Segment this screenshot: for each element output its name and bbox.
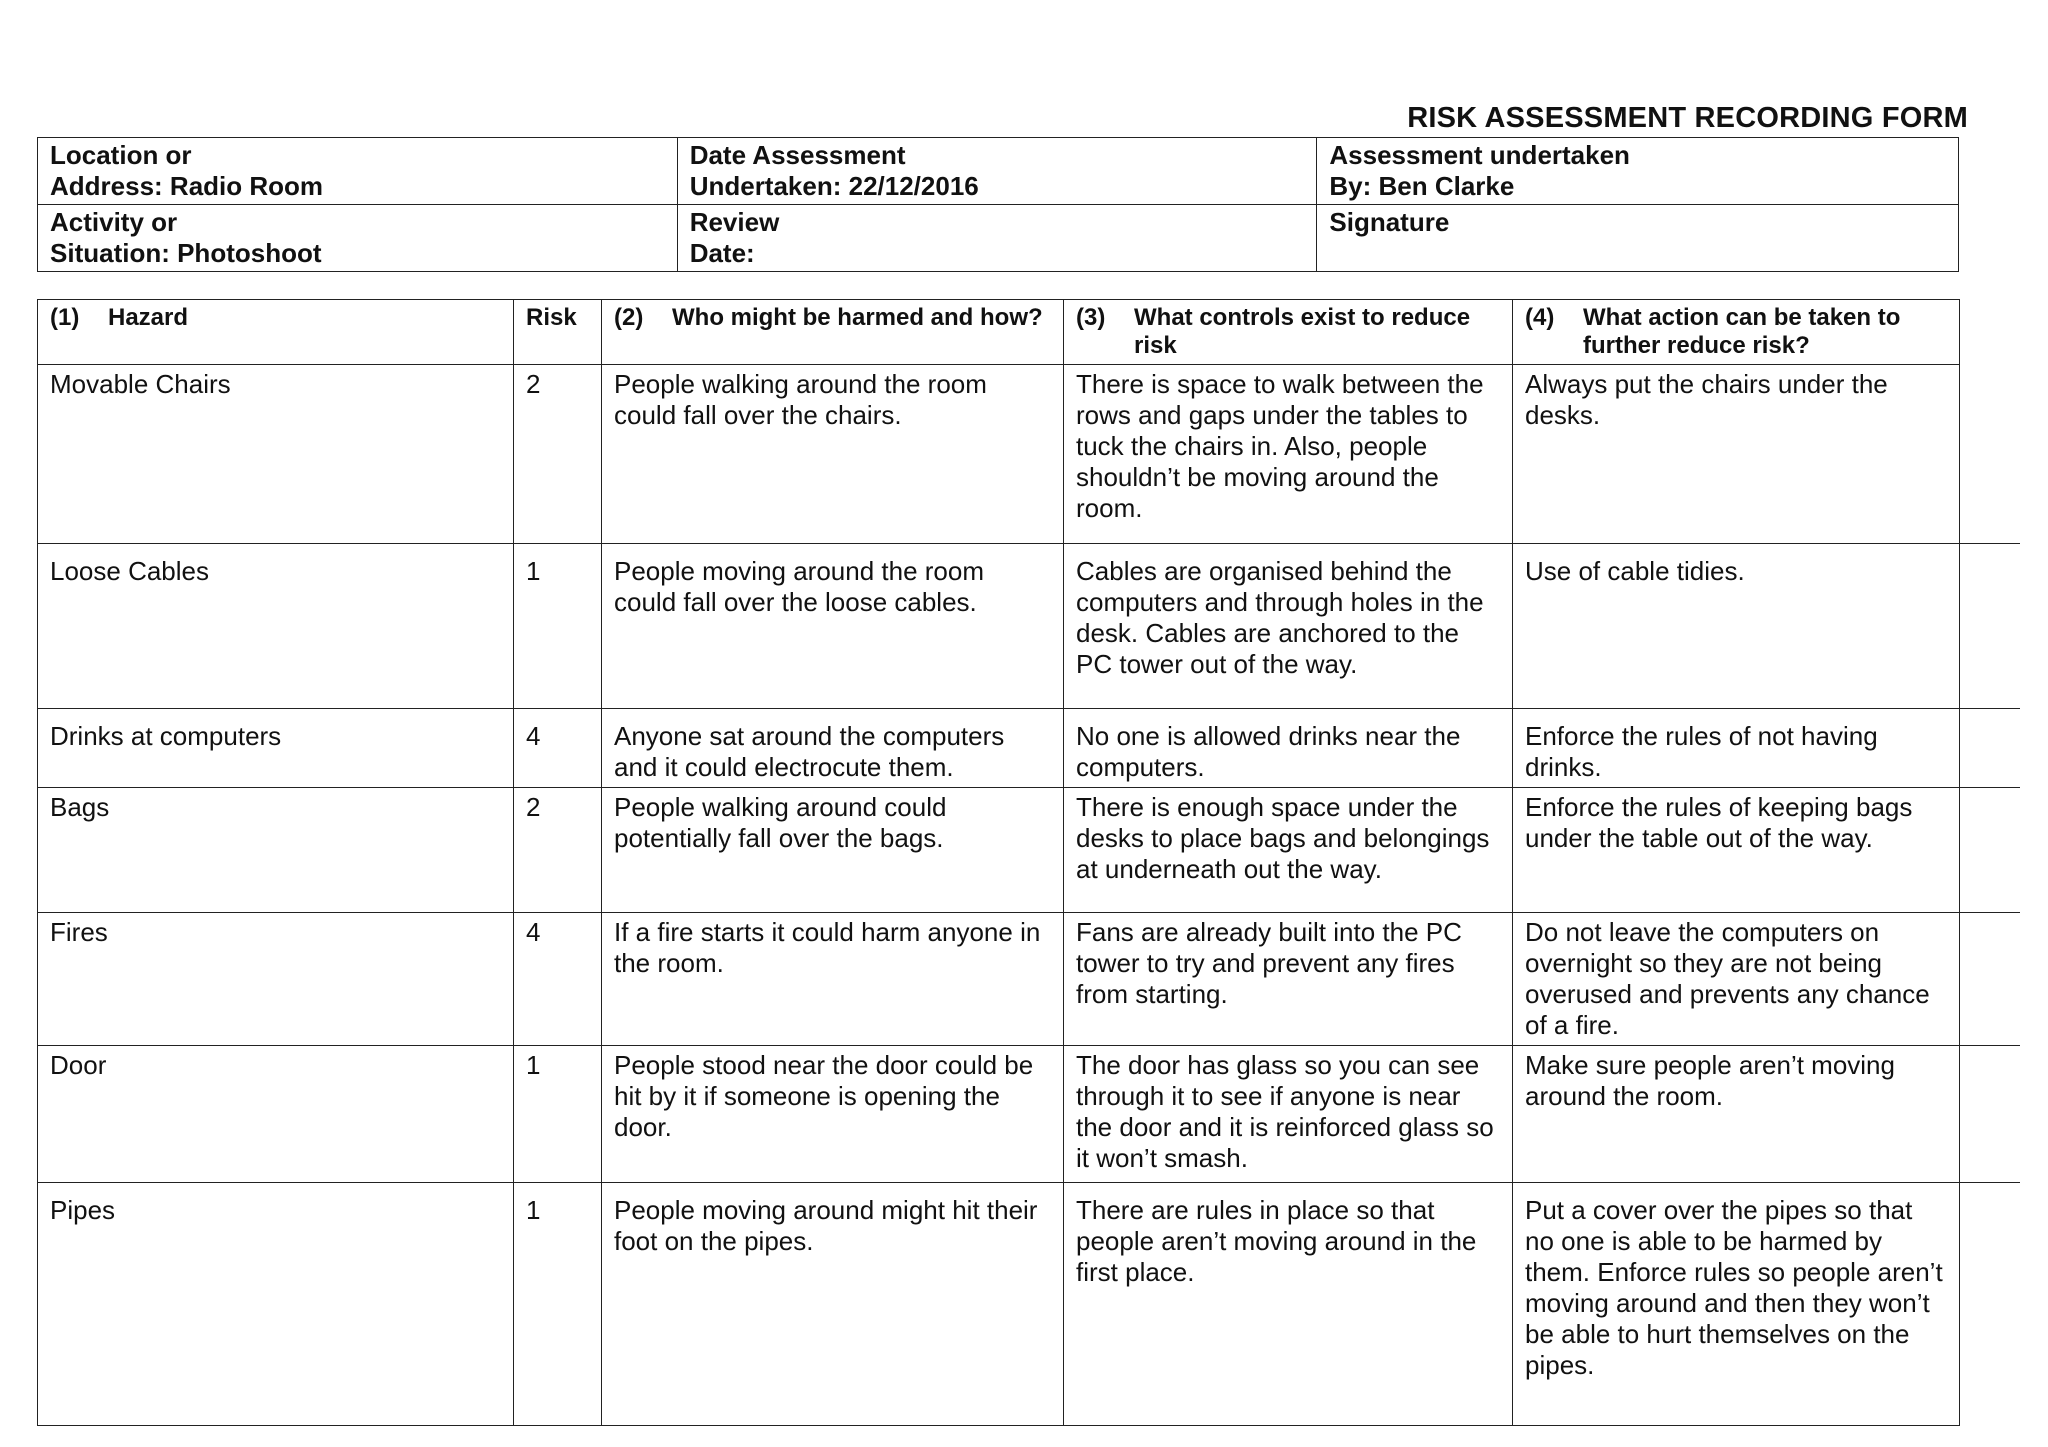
who-cell: People walking around could potentially fall over the bags.	[602, 788, 1064, 913]
controls-cell: No one is allowed drinks near the computers.	[1064, 709, 1513, 788]
action-cell: Always put the chairs under the desks.	[1513, 365, 1960, 544]
row-separator-line	[92, 787, 2020, 788]
table-row	[38, 1183, 1960, 1426]
table-row	[38, 365, 1960, 544]
table-row	[38, 709, 1960, 788]
form-title: RISK ASSESSMENT RECORDING FORM	[1407, 102, 1968, 134]
hazard-header-number: (1)	[50, 304, 80, 331]
date-cell	[677, 138, 1317, 205]
risk-cell: 1	[514, 1183, 602, 1426]
hazard-header-text: Hazard	[108, 304, 189, 331]
action-cell: Do not leave the computers on overnight so they are not being overused and prevents any chance of a fire.	[1513, 913, 1960, 1046]
assessor-value: By: Ben Clarke	[1329, 171, 1515, 201]
info-row	[38, 138, 1959, 205]
controls-cell: Fans are already built into the PC tower to try and prevent any fires from starting.	[1064, 913, 1513, 1046]
risk-cell: 4	[514, 913, 602, 1046]
hazard-cell: Fires	[38, 913, 514, 1046]
risk-header: Risk	[514, 300, 602, 365]
who-cell: Anyone sat around the computers and it could electrocute them.	[602, 709, 1064, 788]
action-cell: Enforce the rules of not having drinks.	[1513, 709, 1960, 788]
controls-cell: There are rules in place so that people aren’t moving around in the first place.	[1064, 1183, 1513, 1426]
review-cell	[677, 205, 1317, 272]
header-row	[38, 300, 1960, 365]
assessor-label: Assessment undertaken	[1329, 140, 1630, 170]
action-header-number: (4)	[1525, 304, 1555, 331]
controls-cell: There is space to walk between the rows and gaps under the tables to tuck the chairs in. Also, people shouldn’t be moving around the room.	[1064, 365, 1513, 544]
controls-header-number: (3)	[1076, 304, 1106, 331]
signature-cell	[1317, 205, 1959, 272]
hazard-cell: Movable Chairs	[38, 365, 514, 544]
who-cell: If a fire starts it could harm anyone in the room.	[602, 913, 1064, 1046]
table-row	[38, 1046, 1960, 1183]
action-cell: Use of cable tidies.	[1513, 544, 1960, 709]
table-row	[38, 788, 1960, 913]
who-cell: People walking around the room could fall over the chairs.	[602, 365, 1064, 544]
location-cell	[38, 138, 678, 205]
location-label: Location or	[50, 140, 192, 170]
risk-table	[37, 299, 1960, 1426]
controls-header-text: What controls exist to reduce risk	[1134, 304, 1471, 359]
row-separator-line	[92, 543, 2020, 544]
info-row	[38, 205, 1959, 272]
who-header-number: (2)	[614, 304, 644, 331]
action-cell: Enforce the rules of keeping bags under the table out of the way.	[1513, 788, 1960, 913]
action-header-text: What action can be taken to further reduce risk?	[1583, 304, 1901, 359]
controls-cell: Cables are organised behind the computers and through holes in the desk. Cables are anchored to the PC tower out of the way.	[1064, 544, 1513, 709]
row-separator-line	[92, 912, 2020, 913]
risk-cell: 2	[514, 365, 602, 544]
date-label: Date Assessment	[689, 140, 906, 170]
activity-value: Situation: Photoshoot	[50, 238, 322, 268]
hazard-cell: Pipes	[38, 1183, 514, 1426]
who-cell: People moving around the room could fall over the loose cables.	[602, 544, 1064, 709]
row-separator-line	[92, 1045, 2020, 1046]
risk-cell: 4	[514, 709, 602, 788]
action-cell: Make sure people aren’t moving around the room.	[1513, 1046, 1960, 1183]
who-cell: People moving around might hit their foot on the pipes.	[602, 1183, 1064, 1426]
hazard-cell: Drinks at computers	[38, 709, 514, 788]
action-header	[1513, 300, 1960, 365]
risk-cell: 2	[514, 788, 602, 913]
controls-cell: The door has glass so you can see through it to see if anyone is near the door and it is reinforced glass so it won’t smash.	[1064, 1046, 1513, 1183]
who-cell: People stood near the door could be hit by it if someone is opening the door.	[602, 1046, 1064, 1183]
risk-cell: 1	[514, 544, 602, 709]
assessor-cell	[1317, 138, 1959, 205]
table-row	[38, 913, 1960, 1046]
signature-label: Signature	[1329, 207, 1450, 237]
review-label: Review	[689, 207, 780, 237]
controls-header	[1064, 300, 1513, 365]
assessment-info-table	[37, 137, 1959, 272]
date-value: Undertaken: 22/12/2016	[689, 171, 979, 201]
row-separator-line	[92, 1182, 2020, 1183]
location-value: Address: Radio Room	[50, 171, 324, 201]
who-header-text: Who might be harmed and how?	[672, 304, 1043, 331]
controls-cell: There is enough space under the desks to place bags and belongings at underneath out the way.	[1064, 788, 1513, 913]
action-cell: Put a cover over the pipes so that no one is able to be harmed by them. Enforce rules so people aren’t moving around and then they won’t be able to hurt themselves on the pipes.	[1513, 1183, 1960, 1426]
hazard-cell: Bags	[38, 788, 514, 913]
risk-cell: 1	[514, 1046, 602, 1183]
review-value: Date:	[689, 238, 755, 268]
activity-label: Activity or	[50, 207, 178, 237]
table-row	[38, 544, 1960, 709]
hazard-header	[38, 300, 514, 365]
who-header	[602, 300, 1064, 365]
row-separator-line	[92, 708, 2020, 709]
hazard-cell: Door	[38, 1046, 514, 1183]
activity-cell	[38, 205, 678, 272]
hazard-cell: Loose Cables	[38, 544, 514, 709]
